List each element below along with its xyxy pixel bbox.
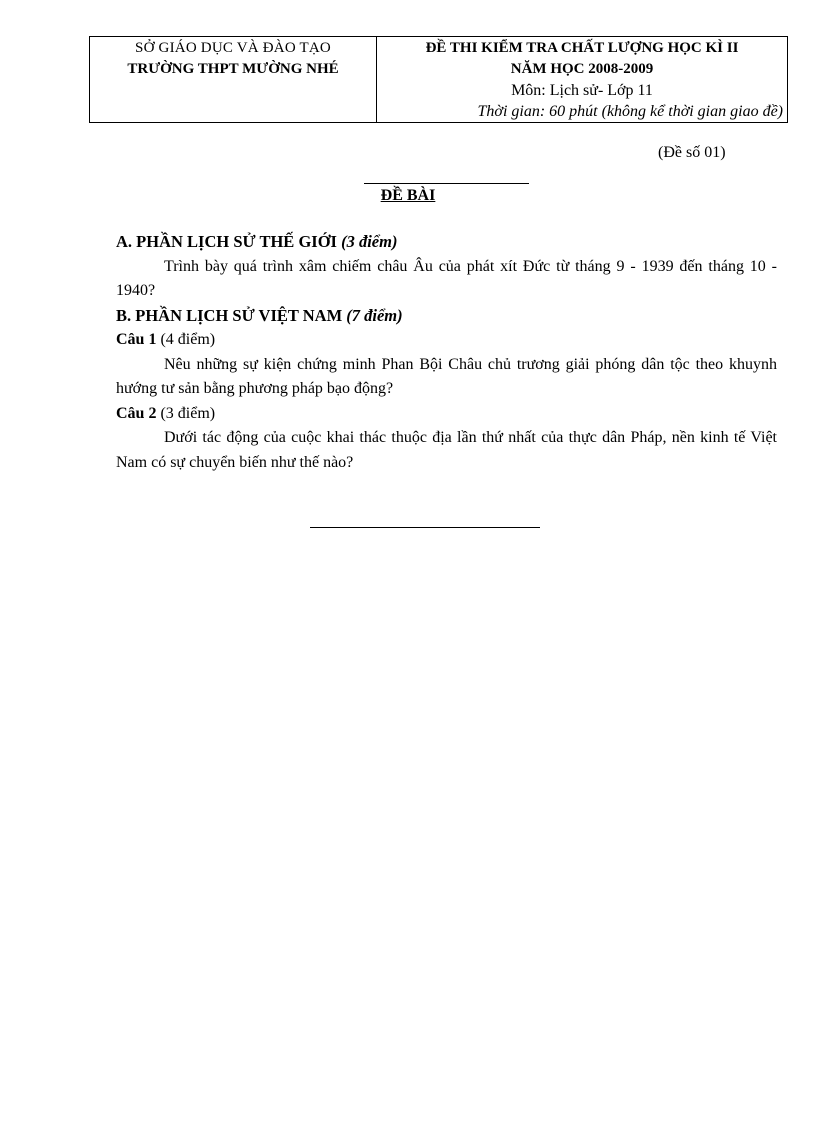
section-a-question: Trình bày quá trình xâm chiếm châu Âu của phát xít Đức từ tháng 9 - 1939 đến tháng 10 - 1940? — [116, 257, 777, 299]
page-title: ĐỀ BÀI — [380, 187, 436, 204]
title-divider — [364, 183, 529, 184]
question-2-label: Câu 2 — [116, 404, 157, 422]
time-limit: Thời gian: 60 phút (không kể thời gian giao đề) — [477, 103, 783, 120]
school-name: TRƯỜNG THPT MƯỜNG NHÉ — [127, 61, 339, 77]
question-1-points: (4 điểm) — [160, 331, 216, 348]
question-1-text: Nêu những sự kiện chứng minh Phan Bội Châu chủ trương giải phóng dân tộc theo khuynh hướng tư sản bằng phương pháp bạo động? — [116, 355, 777, 397]
school-info-cell — [90, 37, 377, 123]
header-table — [89, 36, 788, 123]
section-b-heading — [116, 304, 777, 329]
exam-title: ĐỀ THI KIỂM TRA CHẤT LƯỢNG HỌC KÌ II — [425, 40, 739, 56]
school-year: NĂM HỌC 2008-2009 — [510, 61, 654, 77]
exam-number: (Đề số 01) — [658, 144, 726, 161]
question-2-text: Dưới tác động của cuộc khai thác thuộc địa lần thứ nhất của thực dân Pháp, nền kinh tế Việt Nam có sự chuyển biến như thế nào? — [116, 429, 777, 471]
question-2-header — [116, 402, 777, 427]
section-b-title: B. PHẦN LỊCH SỬ VIỆT NAM — [116, 305, 343, 325]
exam-content — [116, 230, 777, 475]
department-name: SỞ GIÁO DỤC VÀ ĐÀO TẠO — [135, 40, 331, 56]
section-b-points: (7 điểm) — [346, 305, 403, 325]
section-a-title: A. PHẦN LỊCH SỬ THẾ GIỚI — [116, 232, 337, 251]
section-a-points: (3 điểm) — [341, 232, 398, 251]
section-a-heading — [116, 230, 777, 255]
exam-info-cell — [377, 37, 788, 123]
question-1-label: Câu 1 — [116, 331, 157, 348]
question-1-header — [116, 328, 777, 353]
question-2-points: (3 điểm) — [160, 404, 216, 422]
subject-line: Môn: Lịch sử- Lớp 11 — [511, 82, 653, 99]
end-divider — [310, 527, 540, 528]
